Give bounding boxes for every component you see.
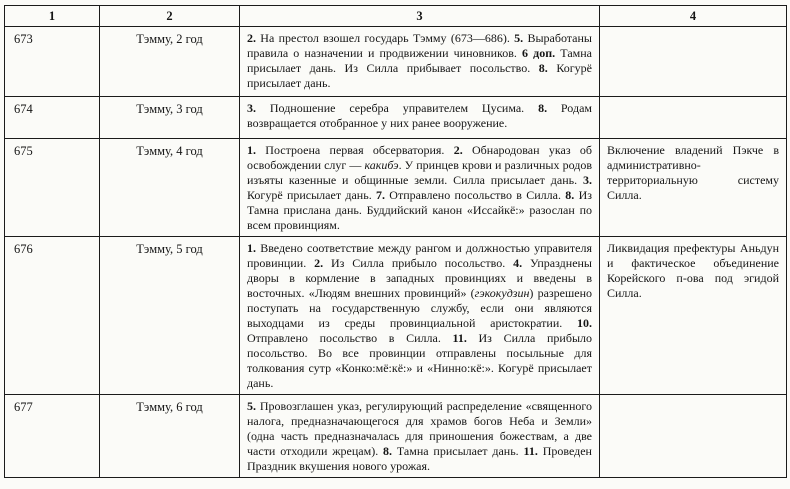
table-row (5, 237, 787, 395)
table-body (5, 27, 787, 478)
era-cell: Тэмму, 5 год (100, 237, 240, 395)
note-cell: Включение владений Пэкче в административно-территориальную систему Силла. (600, 139, 787, 237)
events-cell (240, 395, 600, 478)
year-cell: 677 (5, 395, 100, 478)
header-row (5, 6, 787, 27)
month-number: 8. (565, 188, 575, 202)
month-number: 1. (247, 143, 256, 157)
month-number: 7. (376, 188, 385, 202)
table-row (5, 395, 787, 478)
event-text: Упразднены дворы в кормление в западных провинциях и введены в восточных. «Людям внешних провинций» ( (247, 256, 592, 300)
table-row (5, 27, 787, 97)
month-number: 5. (514, 31, 524, 45)
events-cell (240, 237, 600, 395)
event-text: Из Силла прибыло посольство. Во все провинции отправлены посыльные для толкования сутр «Конко:мё:кё:» и «Нинно:кё:». Когурё присылает дань. (247, 331, 592, 390)
event-text: На престол взошел государь Тэмму (673—686). (256, 31, 515, 45)
column-header-3: 3 (240, 6, 600, 27)
term-italic: какибэ (364, 158, 399, 172)
event-text: Обнародован указ об освобождении слуг — (247, 143, 592, 172)
month-number: 11. (452, 331, 467, 345)
event-text: Провозглашен указ, регулирующий распределение «священного налога, предназначающегося для храмов богов Неба и Земли» (одна часть предназначалась для приношения божествам, а две части отходили жрецам). (247, 399, 592, 458)
event-text: Тамна присылает дань. (392, 444, 524, 458)
event-text: Когурё присылает дань. (247, 188, 376, 202)
era-cell: Тэмму, 6 год (100, 395, 240, 478)
note-cell (600, 27, 787, 97)
month-number: 2. (314, 256, 324, 270)
event-text: Из Тамна прислана дань. Буддийский канон «Иссайкё:» разослан по всем провинциям. (247, 188, 592, 232)
month-number: 3. (247, 101, 256, 115)
event-text: Тамна присылает дань. Из Силла прибывает посольство. (247, 46, 593, 75)
year-cell: 674 (5, 97, 100, 139)
note-cell (600, 97, 787, 139)
event-text: Из Силла прибыло посольство. (323, 256, 514, 270)
event-text: . У принцев крови и различных родов изъяты казенные и общинные земли. Силла присылает дань. (247, 158, 592, 187)
month-number: 8. (538, 101, 548, 115)
events-cell (240, 97, 600, 139)
month-number: 5. (247, 399, 256, 413)
events-cell (240, 139, 600, 237)
era-cell: Тэмму, 4 год (100, 139, 240, 237)
month-number: 6 доп. (522, 46, 556, 60)
month-number: 1. (247, 241, 256, 255)
month-number: 3. (583, 173, 592, 187)
event-text: Подношение серебра управителем Цусима. (256, 101, 539, 115)
year-cell: 673 (5, 27, 100, 97)
event-text: Родам возвращается отобранное у них ранее вооружение. (247, 101, 592, 130)
year-cell: 675 (5, 139, 100, 237)
month-number: 4. (513, 256, 523, 270)
month-number: 2. (453, 143, 463, 157)
column-header-4: 4 (600, 6, 787, 27)
note-cell: Ликвидация префектуры Аньдун и фактическое объединение Корейского п-ова под эгидой Силла. (600, 237, 787, 395)
table-row (5, 139, 787, 237)
events-cell (240, 27, 600, 97)
term-italic: гэкокудзин (474, 286, 530, 300)
event-text: Проведен Праздник вкушения нового урожая. (247, 444, 592, 473)
table-header (5, 6, 787, 27)
month-number: 8. (383, 444, 393, 458)
table-row (5, 97, 787, 139)
era-cell: Тэмму, 3 год (100, 97, 240, 139)
event-text: Выработаны правила о назначении и продвижении чиновников. (247, 31, 592, 60)
era-cell: Тэмму, 2 год (100, 27, 240, 97)
column-header-2: 2 (100, 6, 240, 27)
year-cell: 676 (5, 237, 100, 395)
note-cell (600, 395, 787, 478)
month-number: 2. (247, 31, 256, 45)
column-header-1: 1 (5, 6, 100, 27)
month-number: 11. (523, 444, 538, 458)
chronology-table (4, 5, 787, 478)
event-text: Когурё присылает дань. (247, 61, 593, 90)
event-text: Введено соответствие между рангом и должностью управителя провинции. (247, 241, 592, 270)
event-text: Построена первая обсерватория. (256, 143, 454, 157)
event-text: Отправлено посольство в Силла. (247, 331, 453, 345)
event-text: ) разрешено поступать на государственную службу, если они являются выходцами из среды провинциальной аристократии. (247, 286, 592, 330)
event-text: Отправлено посольство в Силла. (385, 188, 566, 202)
month-number: 10. (577, 316, 592, 330)
month-number: 8. (538, 61, 548, 75)
